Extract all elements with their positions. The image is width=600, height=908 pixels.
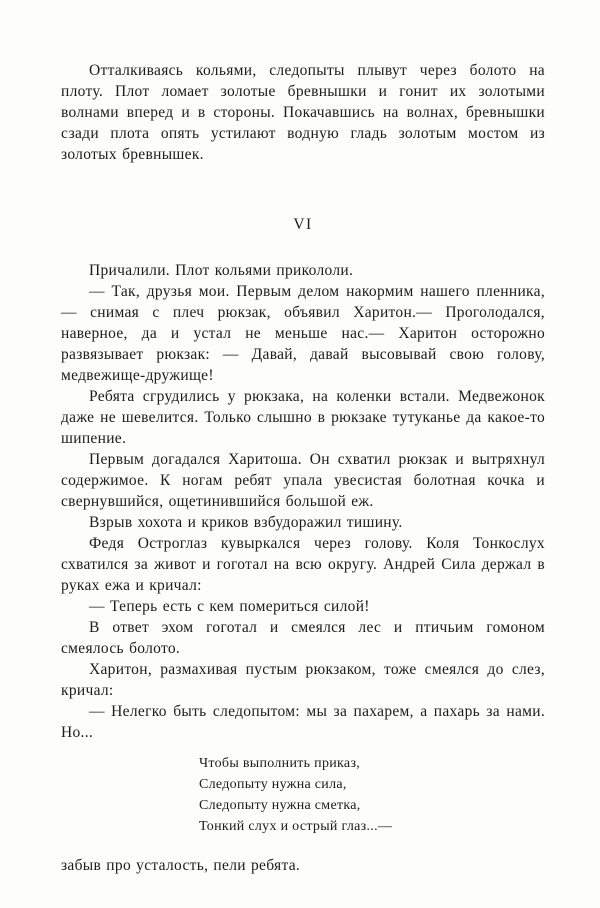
intro-paragraph: Отталкиваясь кольями, следопыты плывут через болото на плоту. Плот ломает золотые бревнышки и гонит их золотыми волнами вперед и в стороны. Покачавшись на волнах, бревнышки сзади плота опять устилают водную гладь золотым мостом из золотых бревнышек. (61, 62, 545, 163)
paragraph-1: Причалили. Плот кольями прикололи. (89, 262, 354, 279)
paragraph-7: — Теперь есть с кем помериться силой! (89, 598, 370, 615)
paragraph-5: Взрыв хохота и криков взбудоражил тишину. (89, 514, 403, 531)
text-block (61, 60, 545, 876)
chapter-heading: VI (293, 216, 313, 233)
paragraph-9: Харитон, размахивая пустым рюкзаком, тоже смеялся до слез, кричал: (61, 661, 545, 699)
verse-line-2: Следопыту нужна сила, (199, 777, 347, 792)
paragraph-8: В ответ эхом гоготал и смеялся лес и птичьим гомоном смеялось болото. (61, 619, 545, 657)
closing-line: забыв про усталость, пели ребята. (61, 857, 301, 874)
verse-line-3: Следопыту нужна сметка, (199, 798, 361, 813)
verse-line-4: Тонкий слух и острый глаз...— (199, 819, 393, 834)
paragraph-6: Федя Остроглаз кувыркался через голову. Коля Тонкослух схватился за живот и гоготал на всю округу. Андрей Сила держал в руках ежа и кричал: (61, 535, 545, 594)
paragraph-3: Ребята сгрудились у рюкзака, на коленки встали. Медвежонок даже не шевелится. Только слышно в рюкзаке тутуканье да какое-то шипение. (61, 388, 545, 447)
paragraph-4: Первым догадался Харитоша. Он схватил рюкзак и вытряхнул содержимое. К ногам ребят упала увесистая болотная кочка и свернувшийся, ощетинившийся большой еж. (61, 451, 545, 510)
verse-line-1: Чтобы выполнить приказ, (199, 756, 361, 771)
paragraph-2: — Так, друзья мои. Первым делом накормим нашего пленника,— снимая с плеч рюкзак, объявил Харитон.— Проголодался, наверное, да и устал не меньше нас.— Харитон осторожно развязывает рюкзак: — Давай, давай высовывай свою голову, медвежище-дружище! (61, 283, 545, 384)
verse-block (199, 753, 545, 837)
paragraph-10: — Нелегко быть следопытом: мы за пахарем, а пахарь за нами. Но... (61, 703, 545, 741)
